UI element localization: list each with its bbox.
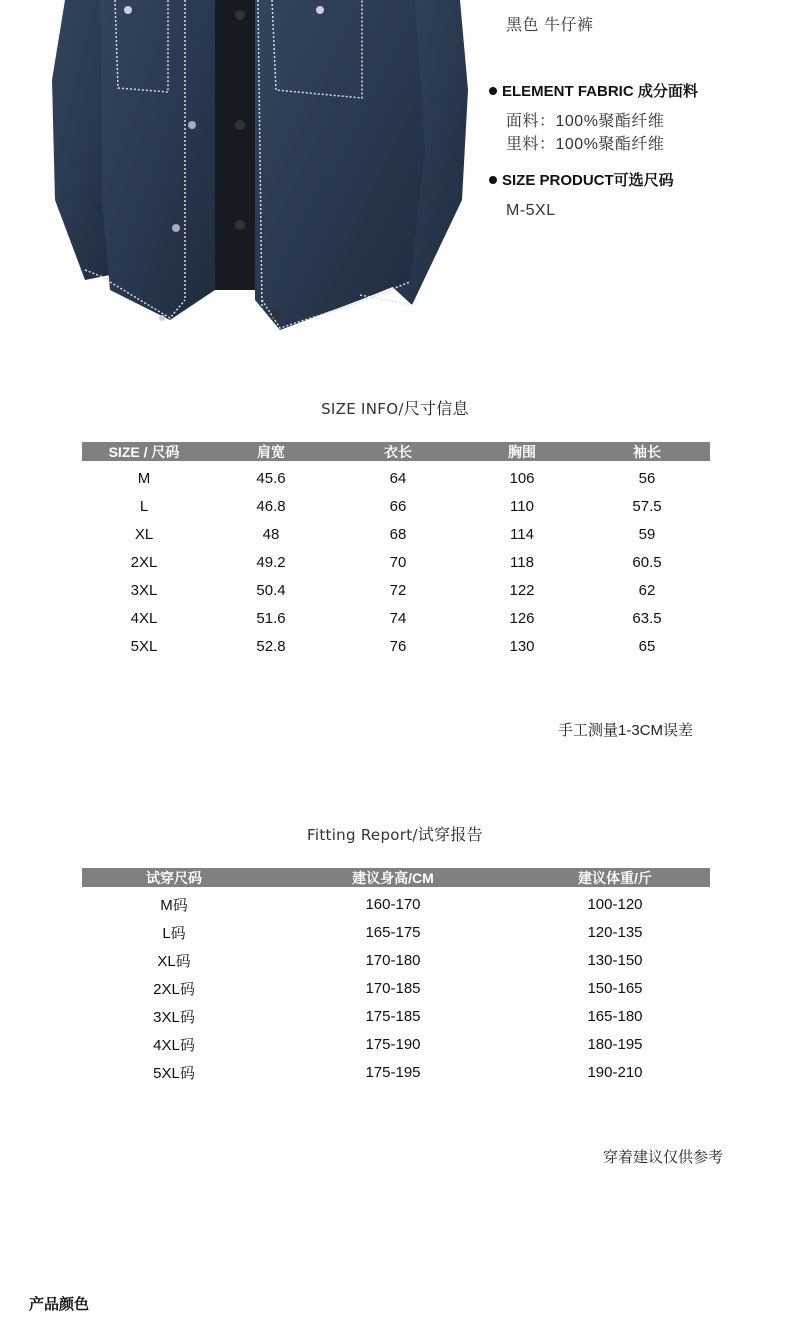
cell-size: XL [134, 525, 154, 543]
cell-height: 175-195 [365, 1063, 421, 1081]
cell-chest: 114 [510, 525, 534, 543]
fit-header-height: 建议身高/CM [352, 869, 434, 886]
size-heading-text: SIZE PRODUCT可选尺码 [502, 172, 674, 189]
table-row [82, 548, 710, 576]
product-photo-jacket [40, 0, 480, 345]
size-header-shoulder: 肩宽 [257, 443, 285, 460]
fitting-note: 穿着建议仅供参考 [603, 1149, 724, 1166]
cell-sleeve: 56 [638, 469, 656, 487]
cell-size: L码 [162, 924, 186, 942]
cell-size: L [139, 497, 149, 515]
cell-height: 170-180 [365, 951, 421, 969]
cell-height: 175-185 [365, 1007, 421, 1025]
table-row [82, 632, 710, 660]
table-row [82, 492, 710, 520]
fabric-line-lining: 里料：100%聚酯纤维 [506, 136, 665, 153]
cell-length: 72 [389, 581, 407, 599]
measurement-note: 手工测量1-3CM误差 [558, 722, 694, 739]
cell-size: M [137, 469, 151, 487]
cell-length: 74 [389, 609, 407, 627]
cell-length: 64 [389, 469, 407, 487]
cell-size: 5XL码 [153, 1064, 195, 1082]
table-row [82, 946, 710, 974]
fabric-heading-text: ELEMENT FABRIC 成分面料 [502, 83, 698, 100]
cell-height: 165-175 [365, 923, 421, 941]
cell-chest: 130 [509, 637, 535, 655]
cell-chest: 118 [510, 553, 534, 571]
cell-size: 2XL [130, 553, 158, 571]
fitting-title-cn: 试穿报告 [417, 827, 483, 844]
size-header-chest: 胸围 [508, 443, 536, 460]
table-row [82, 1030, 710, 1058]
cell-chest: 122 [509, 581, 535, 599]
cell-length: 66 [389, 497, 407, 515]
cell-shoulder: 51.6 [256, 609, 286, 627]
fabric-heading [489, 80, 698, 101]
cell-size: 4XL [130, 609, 158, 627]
fitting-title-en: Fitting Report/ [307, 826, 418, 844]
cell-weight: 190-210 [587, 1063, 643, 1081]
cell-size: 3XL [130, 581, 158, 599]
bullet-icon [489, 87, 497, 95]
table-row [82, 576, 710, 604]
cell-sleeve: 59 [638, 525, 656, 543]
table-row [82, 1058, 710, 1086]
table-row [82, 520, 710, 548]
cell-sleeve: 60.5 [632, 553, 662, 571]
cell-sleeve: 62 [638, 581, 656, 599]
cell-size: XL码 [157, 952, 191, 970]
size-range: M-5XL [506, 202, 556, 219]
cell-height: 170-185 [365, 979, 421, 997]
cell-length: 70 [389, 553, 407, 571]
cell-size: 2XL码 [153, 980, 195, 998]
size-info-title [0, 396, 790, 419]
table-row [82, 918, 710, 946]
cell-size: 5XL [130, 637, 158, 655]
cell-sleeve: 65 [638, 637, 656, 655]
fit-header-weight: 建议体重/斤 [578, 869, 652, 886]
size-info-title-cn: 尺寸信息 [403, 401, 469, 418]
cell-shoulder: 49.2 [256, 553, 286, 571]
cell-height: 175-190 [365, 1035, 421, 1053]
size-header-sleeve: 袖长 [633, 443, 661, 460]
size-header-length: 衣长 [384, 443, 412, 460]
size-table-header [82, 442, 710, 461]
fitting-title [0, 822, 790, 845]
fabric-line-outer: 面料：100%聚酯纤维 [506, 113, 665, 130]
cell-length: 76 [389, 637, 407, 655]
cell-size: 4XL码 [153, 1036, 195, 1054]
table-row [82, 464, 710, 492]
fitting-table [82, 868, 710, 1086]
cell-sleeve: 57.5 [632, 497, 662, 515]
cell-weight: 130-150 [587, 951, 643, 969]
fit-header-size: 试穿尺码 [146, 869, 202, 886]
cell-weight: 180-195 [587, 1035, 643, 1053]
table-row [82, 604, 710, 632]
cell-shoulder: 45.6 [256, 469, 286, 487]
size-header-size: SIZE / 尺码 [108, 443, 180, 460]
cell-chest: 110 [510, 497, 534, 515]
cell-shoulder: 48 [262, 525, 280, 543]
product-color-heading: 产品颜色 [29, 1296, 90, 1313]
cell-weight: 150-165 [587, 979, 643, 997]
bullet-icon [489, 176, 497, 184]
size-info-title-en: SIZE INFO/ [321, 400, 404, 418]
cell-length: 68 [389, 525, 407, 543]
size-table [82, 442, 710, 660]
cell-sleeve: 63.5 [632, 609, 662, 627]
size-heading [489, 169, 674, 190]
color-label: 黑色 牛仔裤 [506, 17, 594, 34]
cell-weight: 165-180 [587, 1007, 643, 1025]
cell-height: 160-170 [365, 895, 421, 913]
table-row [82, 890, 710, 918]
cell-size: M码 [160, 896, 188, 914]
cell-size: 3XL码 [153, 1008, 195, 1026]
cell-chest: 106 [509, 469, 535, 487]
cell-shoulder: 46.8 [256, 497, 286, 515]
fitting-table-header [82, 868, 710, 887]
table-row [82, 974, 710, 1002]
table-row [82, 1002, 710, 1030]
cell-chest: 126 [509, 609, 535, 627]
cell-weight: 120-135 [587, 923, 643, 941]
cell-weight: 100-120 [587, 895, 643, 913]
cell-shoulder: 50.4 [256, 581, 286, 599]
cell-shoulder: 52.8 [256, 637, 286, 655]
